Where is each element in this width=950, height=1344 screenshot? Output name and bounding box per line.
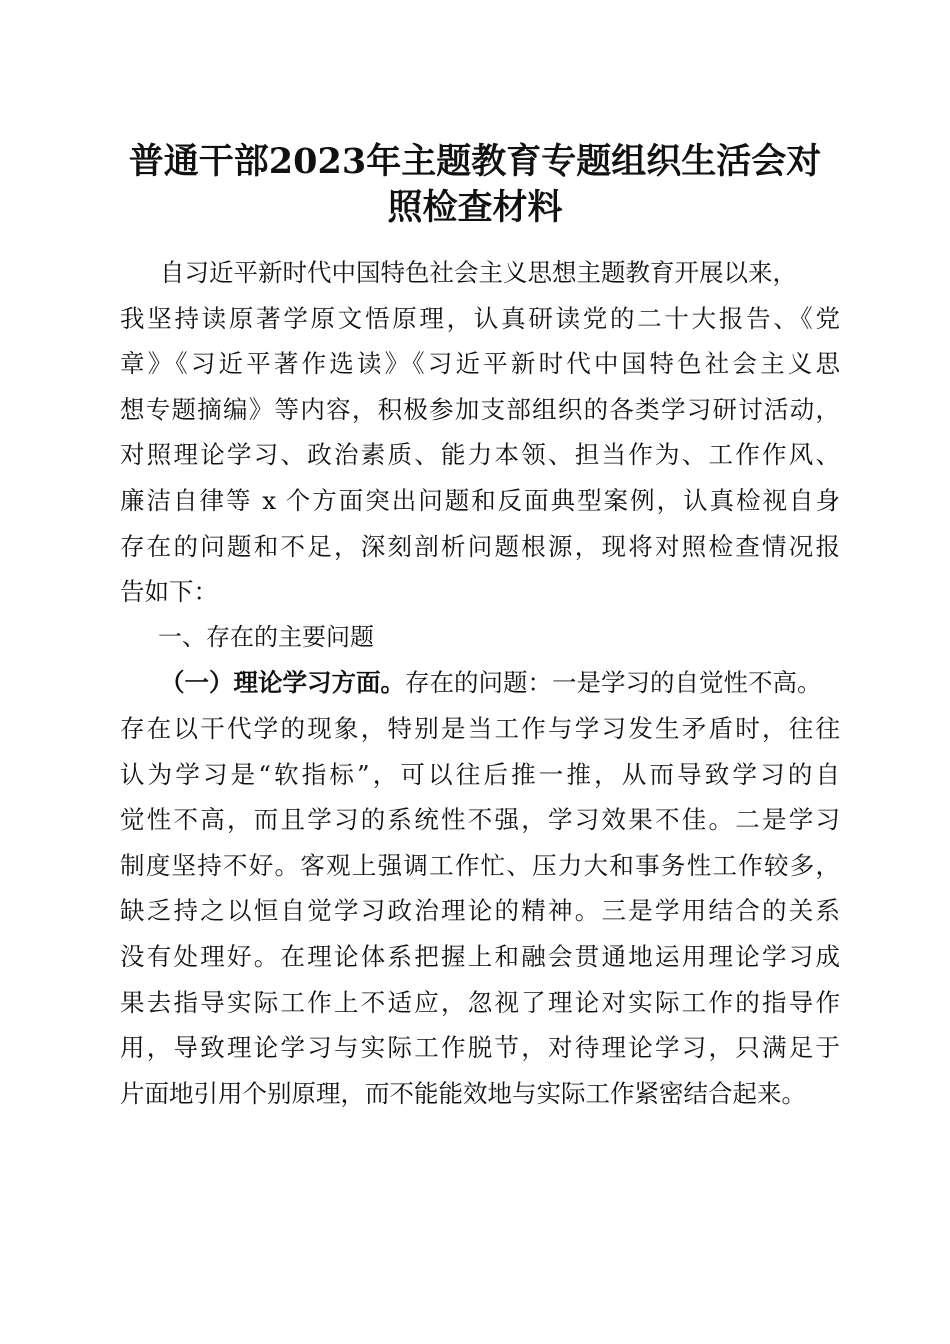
text-line: 我坚持读原著学原文悟原理，认真研读党的二十大报告、《党 [120,303,840,333]
text-line: 想专题摘编》等内容，积极参加支部组织的各类学习研讨活动， [120,394,840,424]
document-body [120,250,840,1116]
text-line: 告如下： [120,577,218,607]
text-line: 制度坚持不好。客观上强调工作忙、压力大和事务性工作较多， [120,850,840,880]
text-line: 认为学习是“软指标”，可以往后推一推，从而导致学习的自 [120,759,840,789]
text-line: 片面地引用个别原理，而不能能效地与实际工作紧密结合起来。 [120,1078,806,1108]
text-line: 存在以干代学的现象，特别是当工作与学习发生矛盾时，往往 [120,713,840,743]
section-heading: 一、存在的主要问题 [158,622,374,651]
subsection-paragraph [120,660,840,1116]
subsection-first-text: 存在的问题：一是学习的自觉性不高。 [405,668,822,698]
intro-paragraph [120,250,840,615]
text-line: 没有处理好。在理论体系把握上和融会贯通地运用理论学习成 [120,941,840,971]
text-line: 用，导致理论学习与实际工作脱节，对待理论学习，只满足于 [120,1033,840,1063]
text-line: 存在的问题和不足，深刻剖析问题根源，现将对照检查情况报 [120,531,840,561]
document-title-line-1: 普通干部2023年主题教育专题组织生活会对 [128,141,822,182]
text-line: 章》《习近平著作选读》《习近平新时代中国特色社会主义思 [120,349,840,379]
text-line: 缺乏持之以恒自觉学习政治理论的精神。三是学用结合的关系 [120,896,840,926]
text-line: 自习近平新时代中国特色社会主义思想主题教育开展以来， [160,258,797,287]
subsection-label: （一）理论学习方面。 [160,668,405,698]
text-line: 果去指导实际工作上不适应，忽视了理论对实际工作的指导作 [120,987,840,1017]
text-line: 廉洁自律等 x 个方面突出问题和反面典型案例，认真检视自身 [120,485,840,515]
subsection-first-line [120,660,840,706]
text-line: 对照理论学习、政治素质、能力本领、担当作为、工作作风、 [120,440,840,470]
text-line: 觉性不高，而且学习的系统性不强，学习效果不佳。二是学习 [120,805,840,835]
document-title-line-2: 照检查材料 [387,187,563,228]
